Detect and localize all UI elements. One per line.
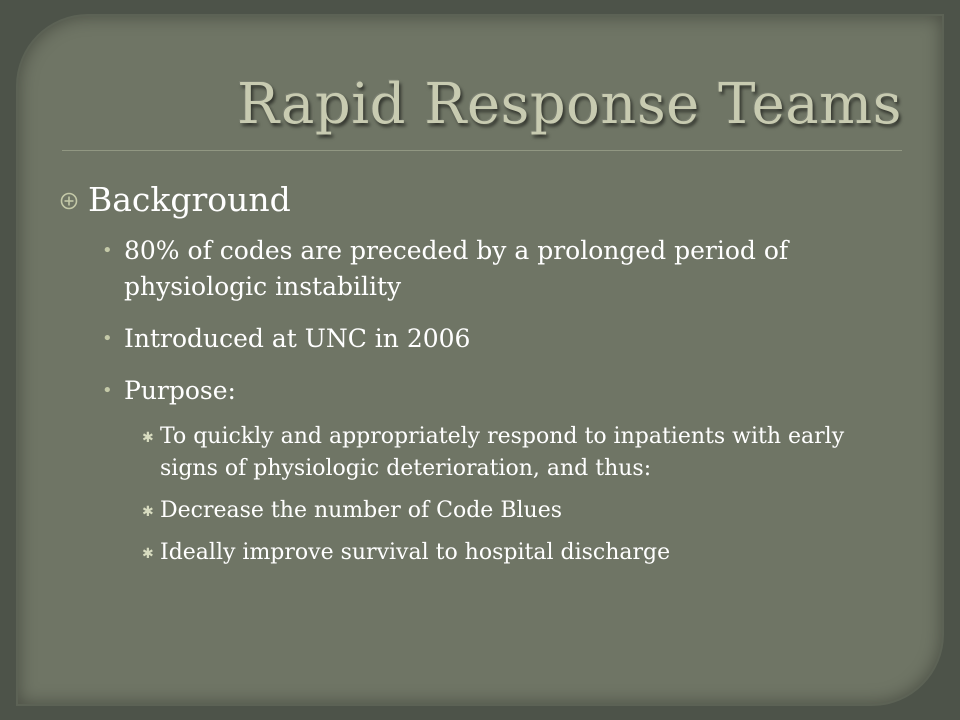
sub-bullet-item bbox=[142, 421, 860, 485]
dot-bullet-icon: • bbox=[102, 328, 113, 349]
bullet-item-text: Introduced at UNC in 2006 bbox=[124, 324, 471, 353]
sub-bullet-item-text: Ideally improve survival to hospital discharge bbox=[160, 540, 671, 565]
section-heading-label: Background bbox=[88, 180, 291, 219]
bullet-item bbox=[102, 373, 860, 409]
section-heading bbox=[60, 180, 860, 219]
title-divider bbox=[62, 150, 902, 151]
slide-title: Rapid Response Teams bbox=[237, 72, 902, 137]
sub-bullet-item-text: Decrease the number of Code Blues bbox=[160, 498, 563, 523]
bullet-item bbox=[102, 233, 860, 305]
asterisk-bullet-icon: ✱ bbox=[142, 430, 154, 446]
bullet-item bbox=[102, 321, 860, 357]
dot-bullet-icon: • bbox=[102, 380, 113, 401]
bullet-item-text: 80% of codes are preceded by a prolonged period of physiologic instability bbox=[124, 236, 789, 301]
slide-body bbox=[60, 180, 860, 579]
sub-bullet-item-text: To quickly and appropriately respond to inpatients with early signs of physiologic deterioration, and thus: bbox=[160, 424, 845, 481]
asterisk-bullet-icon: ✱ bbox=[142, 504, 154, 520]
asterisk-bullet-icon: ✱ bbox=[142, 546, 154, 562]
circled-plus-icon bbox=[60, 192, 78, 210]
sub-bullet-item bbox=[142, 495, 860, 527]
bullet-item-text: Purpose: bbox=[124, 376, 236, 405]
sub-bullet-item bbox=[142, 537, 860, 569]
dot-bullet-icon: • bbox=[102, 240, 113, 261]
